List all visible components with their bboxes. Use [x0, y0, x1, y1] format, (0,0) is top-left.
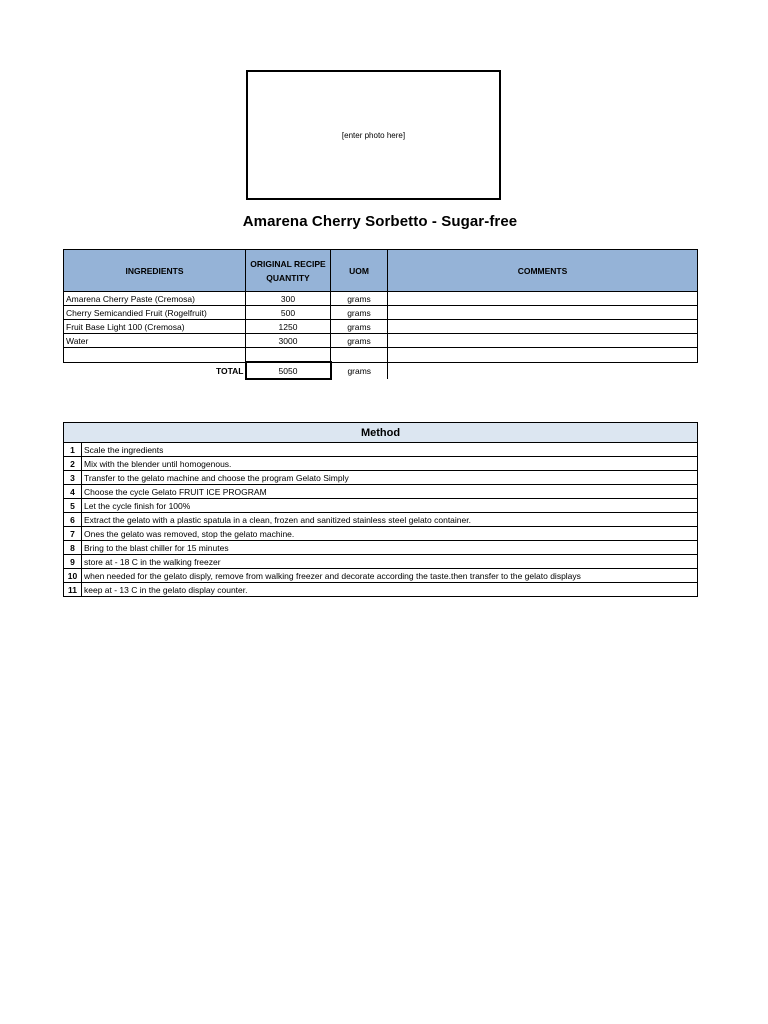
ingredient-uom[interactable]: grams	[331, 306, 388, 320]
empty-row	[64, 348, 698, 363]
total-qty[interactable]: 5050	[246, 362, 331, 379]
method-step	[64, 569, 698, 583]
step-number: 6	[64, 513, 82, 527]
step-number: 4	[64, 485, 82, 499]
ingredient-uom[interactable]: grams	[331, 334, 388, 348]
step-text[interactable]: Scale the ingredients	[82, 443, 698, 457]
empty-cell[interactable]	[246, 348, 331, 363]
method-step	[64, 527, 698, 541]
step-text[interactable]: store at - 18 C in the walking freezer	[82, 555, 698, 569]
ingredient-uom[interactable]: grams	[331, 292, 388, 306]
header-comments: COMMENTS	[388, 250, 698, 292]
ingredient-row	[64, 306, 698, 320]
method-step	[64, 457, 698, 471]
total-blank	[388, 362, 698, 379]
step-number: 8	[64, 541, 82, 555]
step-text[interactable]: Bring to the blast chiller for 15 minutes	[82, 541, 698, 555]
ingredients-header-row	[64, 250, 698, 292]
method-step	[64, 471, 698, 485]
ingredient-comment[interactable]	[388, 320, 698, 334]
step-text[interactable]: Transfer to the gelato machine and choose the program Gelato Simply	[82, 471, 698, 485]
step-number: 1	[64, 443, 82, 457]
step-number: 5	[64, 499, 82, 513]
ingredient-row	[64, 292, 698, 306]
ingredient-comment[interactable]	[388, 292, 698, 306]
method-step	[64, 513, 698, 527]
method-step	[64, 485, 698, 499]
photo-placeholder-text: [enter photo here]	[341, 130, 406, 140]
ingredient-name[interactable]: Cherry Semicandied Fruit (Rogelfruit)	[64, 306, 246, 320]
step-text[interactable]: when needed for the gelato disply, remove from walking freezer and decorate according the taste.then transfer to the gelato displays	[82, 569, 698, 583]
method-step	[64, 583, 698, 597]
ingredient-name[interactable]: Water	[64, 334, 246, 348]
step-text[interactable]: Mix with the blender until homogenous.	[82, 457, 698, 471]
total-row	[64, 362, 698, 379]
method-header-row	[64, 423, 698, 443]
step-text[interactable]: Let the cycle finish for 100%	[82, 499, 698, 513]
method-header: Method	[64, 423, 698, 443]
ingredient-qty[interactable]: 500	[246, 306, 331, 320]
recipe-title: Amarena Cherry Sorbetto - Sugar-free	[242, 213, 518, 230]
header-uom: UOM	[331, 250, 388, 292]
step-number: 2	[64, 457, 82, 471]
total-uom: grams	[331, 362, 388, 379]
method-table	[63, 422, 698, 597]
step-text[interactable]: Choose the cycle Gelato FRUIT ICE PROGRAM	[82, 485, 698, 499]
method-step	[64, 555, 698, 569]
step-number: 7	[64, 527, 82, 541]
method-step	[64, 499, 698, 513]
step-number: 11	[64, 583, 82, 597]
step-number: 3	[64, 471, 82, 485]
ingredient-uom[interactable]: grams	[331, 320, 388, 334]
step-number: 9	[64, 555, 82, 569]
step-number: 10	[64, 569, 82, 583]
ingredient-name[interactable]: Fruit Base Light 100 (Cremosa)	[64, 320, 246, 334]
step-text[interactable]: keep at - 13 C in the gelato display counter.	[82, 583, 698, 597]
total-label: TOTAL	[215, 365, 244, 376]
step-text[interactable]: Extract the gelato with a plastic spatula in a clean, frozen and sanitized stainless steel gelato container.	[82, 513, 698, 527]
method-step	[64, 541, 698, 555]
ingredient-qty[interactable]: 300	[246, 292, 331, 306]
ingredient-comment[interactable]	[388, 334, 698, 348]
ingredient-row	[64, 334, 698, 348]
ingredient-row	[64, 320, 698, 334]
header-ingredients: INGREDIENTS	[64, 250, 246, 292]
photo-placeholder	[246, 70, 501, 200]
ingredient-qty[interactable]: 3000	[246, 334, 331, 348]
empty-cell[interactable]	[64, 348, 246, 363]
ingredient-qty[interactable]: 1250	[246, 320, 331, 334]
method-step	[64, 443, 698, 457]
header-quantity: ORIGINAL RECIPE QUANTITY	[246, 250, 331, 292]
ingredients-table	[63, 249, 698, 380]
empty-cell[interactable]	[388, 348, 698, 363]
step-text[interactable]: Ones the gelato was removed, stop the gelato machine.	[82, 527, 698, 541]
ingredient-name[interactable]: Amarena Cherry Paste (Cremosa)	[64, 292, 246, 306]
empty-cell[interactable]	[331, 348, 388, 363]
ingredient-comment[interactable]	[388, 306, 698, 320]
